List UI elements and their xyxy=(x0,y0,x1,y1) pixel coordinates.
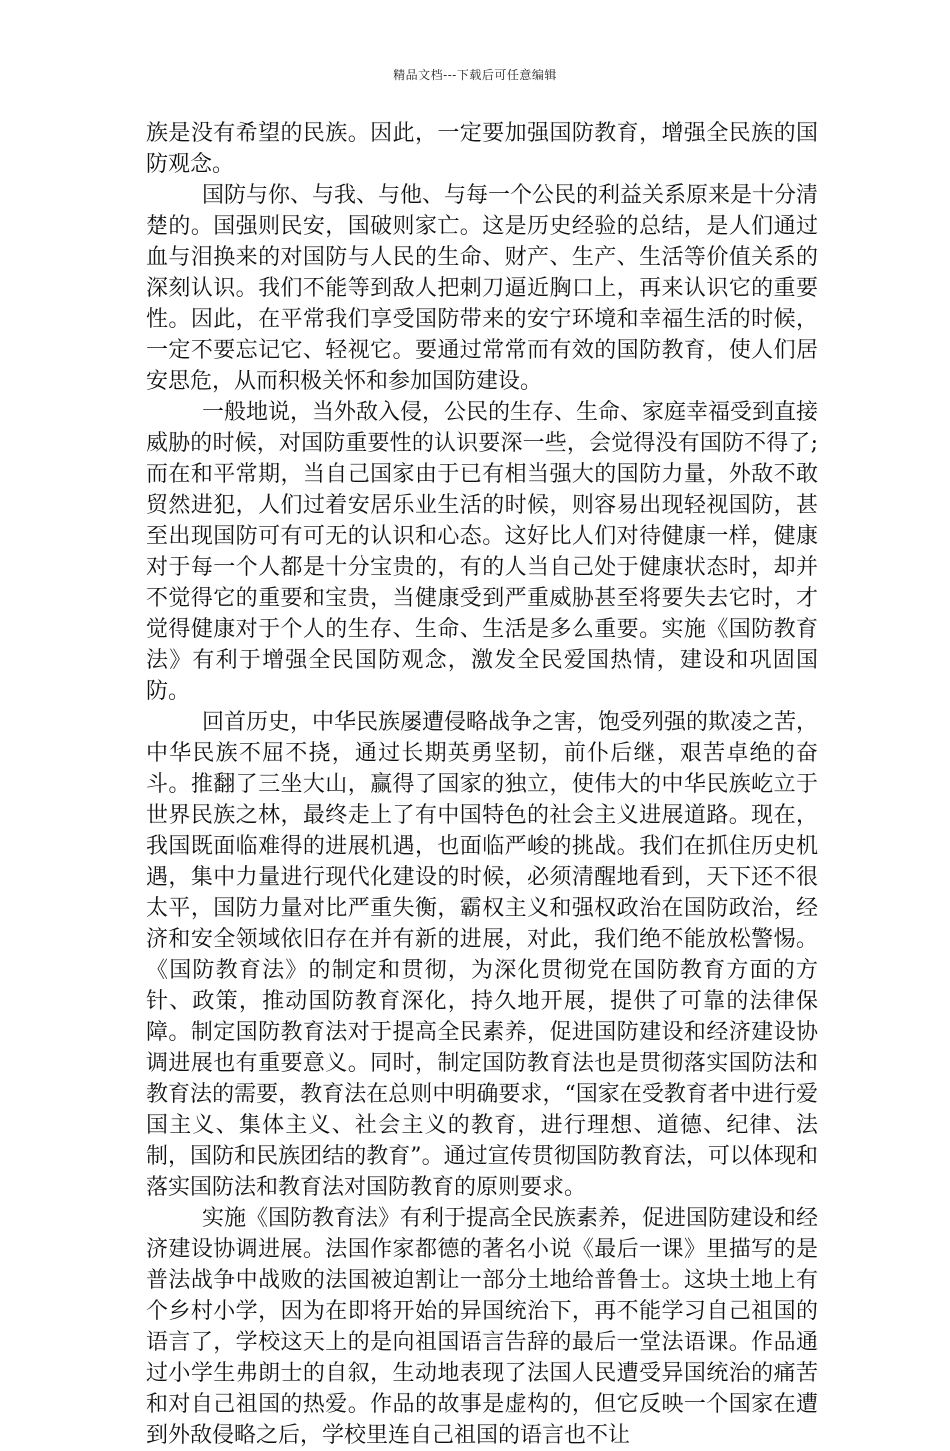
document-body xyxy=(146,118,818,1451)
paragraph-last-lesson: 实施《国防教育法》有利于提高全民族素养，促进国防建设和经济建设协调进展。法国作家都德的著名小说《最后一课》里描写的是普法战争中战败的法国被迫割让一部分土地给普鲁士。这块土地上有个乡村小学，因为在即将开始的异国统治下，再不能学习自己祖国的语言了，学校这天上的是向祖国语言告辞的最后一堂法语课。作品通过小学生弗朗士的自叙，生动地表现了法国人民遭受异国统治的痛苦和对自己祖国的热爱。作品的故事是虚构的，但它反映一个国家在遭到外敌侵略之后，学校里连自己祖国的语言也不让 xyxy=(146,1206,819,1448)
paragraph-peacetime-awareness: 一般地说，当外敌入侵，公民的生存、生命、家庭幸福受到直接威胁的时候，对国防重要性的认识要深一些，会觉得没有国防不得了;而在和平常期，当自己国家由于已有相当强大的国防力量，外敌不敢贸然进犯，人们过着安居乐业生活的时候，则容易出现轻视国防，甚至出现国防可有可无的认识和心态。这好比人们对待健康一样，健康对于每一个人都是十分宝贵的，有的人当自己处于健康状态时，却并不觉得它的重要和宝贵，当健康受到严重威胁甚至将要失去它时，才觉得健康对于个人的生存、生命、生活是多么重要。实施《国防教育法》有利于增强全民国防观念，激发全民爱国热情，建设和巩固国防。 xyxy=(146,400,819,704)
page-header: 精品文档---下载后可任意编辑 xyxy=(393,68,557,82)
paragraph-history-review: 回首历史，中华民族屡遭侵略战争之害，饱受列强的欺凌之苦，中华民族不屈不挠，通过长期英勇坚韧，前仆后继，艰苦卓绝的奋斗。推翻了三坐大山，赢得了国家的独立，使伟大的中华民族屹立于世界民族之林，最终走上了有中国特色的社会主义进展道路。现在，我国既面临难得的进展机遇，也面临严峻的挑战。我们在抓住历史机遇，集中力量进行现代化建设的时候，必须清醒地看到，天下还不很太平，国防力量对比严重失衡，霸权主义和强权政治在国防政治，经济和安全领域依旧存在并有新的进展，对此，我们绝不能放松警惕。《国防教育法》的制定和贯彻，为深化贯彻党在国防教育方面的方针、政策，推动国防教育深化，持久地开展，提供了可靠的法律保障。制定国防教育法对于提高全民素养，促进国防建设和经济建设协调进展也有重要意义。同时，制定国防教育法也是贯彻落实国防法和教育法的需要，教育法在总则中明确要求，“国家在受教育者中进行爱国主义、集体主义、社会主义的教育，进行理想、道德、纪律、法制，国防和民族团结的教育”。通过宣传贯彻国防教育法，可以体现和落实国防法和教育法对国防教育的原则要求。 xyxy=(146,710,819,1200)
paragraph-continuation: 族是没有希望的民族。因此，一定要加强国防教育，增强全民族的国防观念。 xyxy=(146,121,818,177)
paragraph-national-defense-interests: 国防与你、与我、与他、与每一个公民的利益关系原来是十分清楚的。国强则民安，国破则家亡。这是历史经验的总结，是人们通过血与泪换来的对国防与人民的生命、财产、生产、生活等价值关系的深刻认识。我们不能等到敌人把刺刀逼近胸口上，再来认识它的重要性。因此，在平常我们享受国防带来的安宁环境和幸福生活的时候，一定不要忘记它、轻视它。要通过常常而有效的国防教育，使人们居安思危，从而积极关怀和参加国防建设。 xyxy=(146,183,819,394)
